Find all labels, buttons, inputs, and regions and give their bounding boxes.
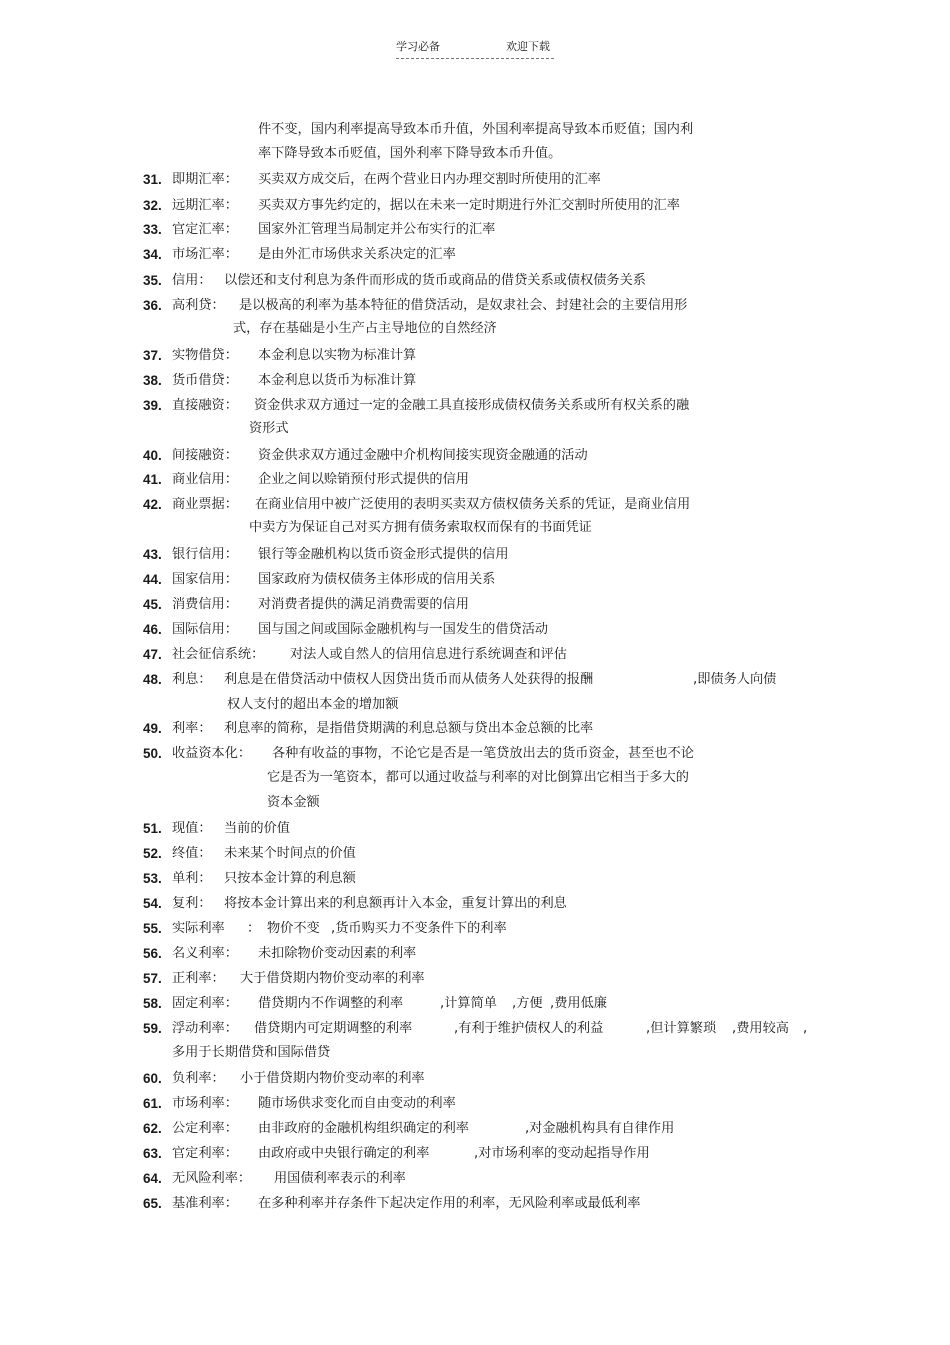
intro-line-2: 率下降导致本币贬值，国外利率下降导致本币升值。 [258, 146, 562, 161]
entry-term: 固定利率： [172, 996, 238, 1011]
entry-number: 44. [143, 572, 162, 587]
entry-definition: 国家外汇管理当局制定并公布实行的汇率 [258, 222, 496, 237]
entry-term: 官定利率： [172, 1146, 238, 1161]
entry-term: 商业票据： [172, 497, 238, 512]
entry-definition: 将按本金计算出来的利息额再计入本金，重复计算出的利息 [224, 896, 567, 911]
entry-definition-continued: 权人支付的超出本金的增加额 [227, 697, 399, 712]
entry-number: 56. [143, 946, 162, 961]
entry-definition: 是以极高的利率为基本特征的借贷活动，是奴隶社会、封建社会的主要信用形 [239, 298, 688, 313]
page-header [396, 40, 554, 59]
entry-term: 浮动利率： [172, 1021, 238, 1036]
entry-term: 国家信用： [172, 572, 238, 587]
header-left-text: 学习必备 [396, 40, 440, 53]
entry-definition-tail: ,有利于维护债权人的利益 [454, 1021, 604, 1036]
entry-term: 官定汇率： [172, 222, 238, 237]
entry-definition: 借贷期内不作调整的利率 [258, 996, 404, 1011]
entry-definition: 利息率的简称，是指借贷期满的利息总额与贷出本金总额的比率 [224, 721, 594, 736]
entry-number: 42. [143, 497, 162, 512]
entry-number: 62. [143, 1121, 162, 1136]
entry-number: 36. [143, 298, 162, 313]
entry-term: 无风险利率： [172, 1171, 252, 1186]
entry-number: 32. [143, 198, 162, 213]
entry-term: 国际信用： [172, 622, 238, 637]
entry-term: 收益资本化： [172, 746, 252, 761]
entry-number: 31. [143, 172, 162, 187]
entry-number: 64. [143, 1171, 162, 1186]
entry-definition: 以偿还和支付利息为条件而形成的货币或商品的借贷关系或债权债务关系 [224, 273, 646, 288]
entry-number: 34. [143, 247, 162, 262]
entry-number: 52. [143, 846, 162, 861]
entry-definition: 买卖双方事先约定的，据以在未来一定时期进行外汇交割时所使用的汇率 [258, 198, 680, 213]
entry-number: 59. [143, 1021, 162, 1036]
entry-definition: 用国债利率表示的利率 [274, 1171, 406, 1186]
entry-definition: 对消费者提供的满足消费需要的信用 [258, 597, 469, 612]
entry-definition-continued: 资本金额 [267, 795, 320, 810]
entry-definition: 在多种利率并存条件下起决定作用的利率，无风险利率或最低利率 [258, 1196, 641, 1211]
entry-term-colon: ： [247, 921, 261, 936]
header-right-text: 欢迎下载 [506, 40, 550, 53]
entry-term: 实物借贷： [172, 348, 238, 363]
entry-term: 现值： [172, 821, 212, 836]
entry-definition: 未扣除物价变动因素的利率 [258, 946, 417, 961]
entry-definition: 资金供求双方通过金融中介机构间接实现资金融通的活动 [258, 448, 588, 463]
entry-number: 40. [143, 448, 162, 463]
entry-definition-tail: , [803, 1021, 808, 1036]
entry-term: 即期汇率： [172, 172, 238, 187]
entry-definition: 国家政府为债权债务主体形成的信用关系 [258, 572, 496, 587]
entry-definition-tail: ,费用低廉 [550, 996, 607, 1011]
entry-number: 63. [143, 1146, 162, 1161]
entry-number: 47. [143, 647, 162, 662]
entry-number: 57. [143, 971, 162, 986]
entry-term: 终值： [172, 846, 212, 861]
entry-number: 39. [143, 398, 162, 413]
entry-number: 50. [143, 746, 162, 761]
entry-definition: 利息是在借贷活动中债权人因贷出货币而从债务人处获得的报酬 [224, 672, 594, 687]
entry-definition-continued: 资形式 [249, 421, 289, 436]
entry-definition: 资金供求双方通过一定的金融工具直接形成债权债务关系或所有权关系的融 [254, 398, 690, 413]
entry-definition: 小于借贷期内物价变动率的利率 [240, 1071, 425, 1086]
entry-number: 49. [143, 721, 162, 736]
entry-definition: 对法人或自然人的信用信息进行系统调查和评估 [290, 647, 567, 662]
entry-number: 48. [143, 672, 162, 687]
entry-definition: 大于借贷期内物价变动率的利率 [240, 971, 425, 986]
entry-number: 46. [143, 622, 162, 637]
entry-number: 45. [143, 597, 162, 612]
entry-definition-tail: ,计算简单 [440, 996, 497, 1011]
entry-term: 市场利率： [172, 1096, 238, 1111]
entry-definition: 当前的价值 [224, 821, 290, 836]
entry-term: 远期汇率： [172, 198, 238, 213]
entry-term: 间接融资： [172, 448, 238, 463]
entry-definition-tail: ,对市场利率的变动起指导作用 [474, 1146, 650, 1161]
entry-definition: 本金利息以货币为标准计算 [258, 373, 417, 388]
entry-number: 60. [143, 1071, 162, 1086]
entry-number: 41. [143, 472, 162, 487]
entry-definition: 由政府或中央银行确定的利率 [258, 1146, 430, 1161]
entry-term: 名义利率： [172, 946, 238, 961]
entry-definition-continued: 多用于长期借贷和国际借贷 [172, 1045, 331, 1060]
entry-definition: 银行等金融机构以货币资金形式提供的信用 [258, 547, 509, 562]
entry-term: 直接融资： [172, 398, 238, 413]
entry-term: 商业信用： [172, 472, 238, 487]
entry-term: 正利率： [172, 971, 225, 986]
entry-definition-tail: ,货币购买力不变条件下的利率 [331, 921, 507, 936]
entry-definition: 借贷期内可定期调整的利率 [254, 1021, 413, 1036]
entry-number: 43. [143, 547, 162, 562]
entry-definition: 各种有收益的事物，不论它是否是一笔贷放出去的货币资金，甚至也不论 [272, 746, 694, 761]
entry-number: 33. [143, 222, 162, 237]
entry-term: 市场汇率： [172, 247, 238, 262]
entry-definition: 国与国之间或国际金融机构与一国发生的借贷活动 [258, 622, 549, 637]
entry-number: 51. [143, 821, 162, 836]
entry-definition: 未来某个时间点的价值 [224, 846, 356, 861]
entry-term: 公定利率： [172, 1121, 238, 1136]
entry-number: 58. [143, 996, 162, 1011]
intro-line-1: 件不变，国内利率提高导致本币升值，外国利率提高导致本币贬值；国内利 [258, 122, 694, 137]
entry-term: 信用： [172, 273, 212, 288]
entry-term: 货币借贷： [172, 373, 238, 388]
entry-definition-tail: ,对金融机构具有自律作用 [525, 1121, 675, 1136]
entry-term: 高利贷： [172, 298, 225, 313]
entry-number: 38. [143, 373, 162, 388]
entry-number: 54. [143, 896, 162, 911]
entry-term: 利息： [172, 672, 212, 687]
entry-definition: 是由外汇市场供求关系决定的汇率 [258, 247, 456, 262]
entry-number: 37. [143, 348, 162, 363]
entry-definition: 随市场供求变化而自由变动的利率 [258, 1096, 456, 1111]
entry-term: 消费信用： [172, 597, 238, 612]
entry-definition: 物价不变 [267, 921, 320, 936]
entry-definition: 买卖双方成交后，在两个营业日内办理交割时所使用的汇率 [258, 172, 601, 187]
entry-number: 55. [143, 921, 162, 936]
entry-number: 35. [143, 273, 162, 288]
entry-number: 61. [143, 1096, 162, 1111]
entry-definition: 由非政府的金融机构组织确定的利率 [258, 1121, 469, 1136]
entry-definition: 在商业信用中被广泛使用的表明买卖双方债权债务关系的凭证，是商业信用 [255, 497, 691, 512]
entry-definition-tail: ,费用较高 [732, 1021, 789, 1036]
entry-term: 银行信用： [172, 547, 238, 562]
entry-number: 65. [143, 1196, 162, 1211]
entry-definition-continued: 式，存在基础是小生产占主导地位的自然经济 [233, 321, 497, 336]
entry-term: 复利： [172, 896, 212, 911]
entry-number: 53. [143, 871, 162, 886]
entry-term: 单利： [172, 871, 212, 886]
entry-term: 利率： [172, 721, 212, 736]
entry-term: 负利率： [172, 1071, 225, 1086]
entry-definition: 企业之间以赊销预付形式提供的信用 [258, 472, 469, 487]
entry-definition: 本金利息以实物为标准计算 [258, 348, 417, 363]
entry-definition-tail: ,即债务人向债 [693, 672, 777, 687]
entry-definition-tail: ,方便 [512, 996, 543, 1011]
entry-definition-continued: 中卖方为保证自己对买方拥有债务索取权而保有的书面凭证 [249, 520, 592, 535]
entry-definition-continued: 它是否为一笔资本，都可以通过收益与利率的对比倒算出它相当于多大的 [267, 770, 689, 785]
entry-definition-tail: ,但计算繁琐 [646, 1021, 717, 1036]
entry-term: 基准利率： [172, 1196, 238, 1211]
entry-term: 社会征信系统： [172, 647, 265, 662]
entry-definition: 只按本金计算的利息额 [224, 871, 356, 886]
entry-term: 实际利率 [172, 921, 225, 936]
